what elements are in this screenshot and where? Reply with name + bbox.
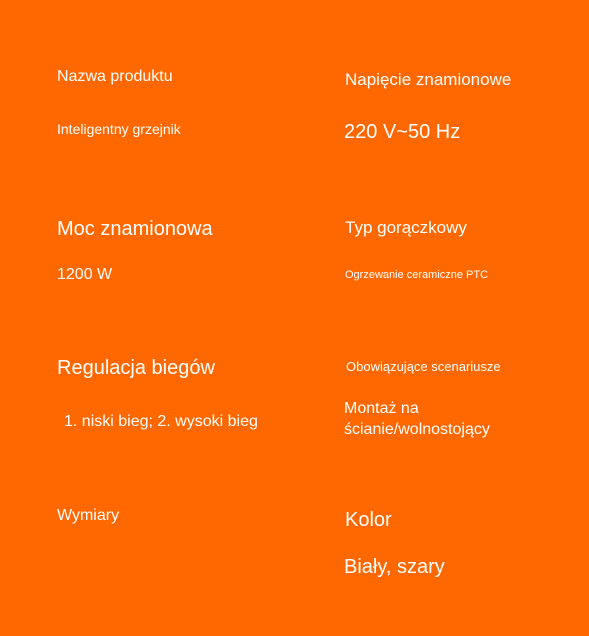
scenarios-value-line2: ścianie/wolnostojący [344, 421, 490, 438]
gear-regulation-label: Regulacja biegów [57, 357, 215, 379]
product-name-label: Nazwa produktu [57, 68, 173, 85]
color-value: Biały, szary [344, 556, 445, 578]
gear-regulation-value: 1. niski bieg; 2. wysoki bieg [64, 413, 258, 430]
rated-power-label: Moc znamionowa [57, 218, 213, 240]
heating-type-label: Typ gorączkowy [345, 218, 467, 237]
scenarios-value-line1: Montaż na [344, 400, 419, 417]
color-label: Kolor [345, 509, 392, 531]
dimensions-label: Wymiary [57, 507, 120, 524]
rated-voltage-value: 220 V~50 Hz [344, 121, 461, 143]
rated-power-value: 1200 W [57, 266, 113, 283]
scenarios-label: Obowiązujące scenariusze [346, 359, 501, 374]
rated-voltage-label: Napięcie znamionowe [345, 70, 512, 89]
heating-type-value: Ogrzewanie ceramiczne PTC [345, 269, 489, 281]
product-name-value: Inteligentny grzejnik [57, 121, 181, 137]
